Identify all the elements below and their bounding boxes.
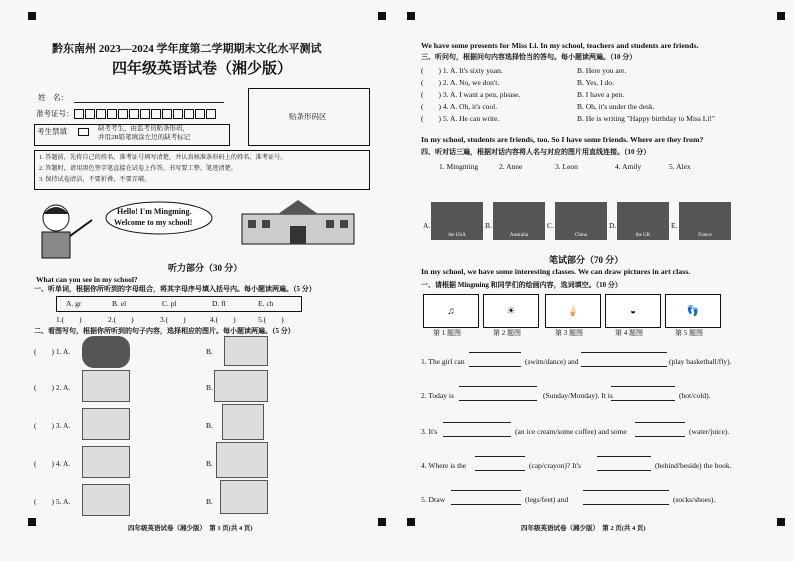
intro-text: In my school, we have some interesting classes. We can draw pictures in art class. bbox=[421, 267, 691, 276]
question-intro: What can you see in my school? bbox=[36, 275, 138, 284]
q4-heading: 四、听对话三遍，根据对话内容将人名与对应的图片用直线连接。（10 分） bbox=[421, 148, 651, 156]
q1-heading: 一、听单词，根据你所听到的字母组合，将其字母序号填入括号内。每小题读两遍。（5 分） bbox=[34, 285, 316, 293]
students-group-image bbox=[82, 446, 130, 478]
corner-mark bbox=[28, 518, 36, 526]
q5-picture-label: 第 1 题图 bbox=[433, 329, 461, 337]
q3-option-a[interactable]: ( ) 5. A. He can write. bbox=[421, 114, 500, 123]
answer-line[interactable] bbox=[583, 490, 669, 491]
answer-line[interactable] bbox=[451, 504, 521, 505]
q2-row-label[interactable]: ( ) 2. A. bbox=[34, 383, 71, 392]
q3-option-a[interactable]: ( ) 1. A. It's sixty yuan. bbox=[421, 66, 503, 75]
q3-option-b[interactable]: B. Here you are. bbox=[577, 66, 627, 75]
sentence-text: 1. The girl can bbox=[421, 357, 465, 366]
sentence-text: 3. It's bbox=[421, 427, 438, 436]
ticket-label: 准考证号： bbox=[36, 109, 74, 118]
sentence-text: 5. Draw bbox=[421, 495, 446, 504]
bubble-line-2: Welcome to my school! bbox=[114, 218, 193, 227]
q5-picture-label: 第 2 题图 bbox=[493, 329, 521, 337]
name-label: 姓 名： bbox=[38, 93, 68, 102]
q1-option: D. fl bbox=[212, 299, 226, 308]
page-two: We have some presents for Miss Li. In my school, teachers and students are friends. 三、听问句，根据问句内容选择恰当的答句。每小题读两遍。（10 分） ( ) 1. A. It's sixty yuan. B. Here you are. ( ) 2. A. No, we don't. B. Yes, I do. ( ) 3. A. I want a pen, please. B. I have a pen. ( ) 4. A. Oh, it's cool. B. Oh, it's under the desk. ( ) 5. A. He can write. B. He is writing "Happy birthday to Miss Li!" In my school, students are friends, too. So I have some friends. Where are they from? 四、听对话三遍，根据对话内容将人名与对应的图片用直线连接。（10 分） 1. Mingming 2. Anne 3. Leon 4. Amily 5. Alex A. the USA B. Australia C. China D. the UK E. France 笔试部分（70 分） In my school, we have some interesting classes. We can draw pictures in art class. 一、请根据 Mingming 和同学们的绘画内容，选词填空。（10 分） ♫ ☀ 🍦 ◒ 👣 第 1 题图 第 2 题图 第 3 题图 第 4 题图 第 5 题图 1. The girl can (swim/dance) and (play basketball/fly). 2. Today is (Sunday/Monday). It is (hot/cold). 3. It's (an ice cream/some coffee) and some (water/juice). 4. Where is the (cap/crayon)? It's (behind/beside) the book. 5. Draw (legs/feet) and (socks/shoes). 四年级英语试卷（湘少版） 第 2 页(共 4 页) bbox=[397, 0, 794, 561]
running-track-image bbox=[82, 336, 130, 368]
answer-line[interactable] bbox=[451, 490, 521, 491]
answer-line[interactable] bbox=[469, 352, 521, 353]
cake-party-image bbox=[82, 484, 130, 516]
sentence-text: 2. Today is bbox=[421, 391, 454, 400]
uk-landmark-image[interactable]: the UK bbox=[617, 202, 669, 240]
q3-option-a[interactable]: ( ) 4. A. Oh, it's cool. bbox=[421, 102, 498, 111]
corner-mark bbox=[407, 12, 415, 20]
q2-heading: 二、看图写句，根据你所听到的句子内容，选择相应的图片。每小题读两遍。（5 分） bbox=[34, 327, 295, 335]
usa-landmark-image[interactable]: the USA bbox=[431, 202, 483, 240]
answer-line[interactable] bbox=[581, 352, 667, 353]
q5-picture-label: 第 4 题图 bbox=[615, 329, 643, 337]
corner-mark bbox=[777, 12, 785, 20]
corner-mark bbox=[378, 12, 386, 20]
answer-line[interactable] bbox=[459, 386, 537, 387]
written-section-title: 笔试部分（70 分） bbox=[549, 255, 624, 265]
intro-text: In my school, students are friends, too. So I have some friends. Where are they from? bbox=[421, 135, 704, 144]
q2-row-label[interactable]: ( ) 3. A. bbox=[34, 421, 71, 430]
q1-option: C. pl bbox=[162, 299, 177, 308]
q3-option-a[interactable]: ( ) 3. A. I want a pen, please. bbox=[421, 90, 521, 99]
q1-answer-blank[interactable]: 4.( ) bbox=[210, 315, 236, 324]
answer-line[interactable] bbox=[459, 400, 537, 401]
flowers-image bbox=[214, 370, 268, 402]
q1-answer-blank[interactable]: 1.( ) bbox=[56, 315, 82, 324]
page-footer: 四年级英语试卷（湘少版） 第 2 页(共 4 页) bbox=[521, 525, 646, 532]
answer-line[interactable] bbox=[475, 470, 525, 471]
corner-mark bbox=[28, 12, 36, 20]
q4-name[interactable]: 4. Amily bbox=[615, 162, 642, 171]
corner-mark bbox=[407, 518, 415, 526]
listening-section-title: 听力部分（30 分） bbox=[168, 263, 243, 273]
girl-at-desk-image bbox=[222, 404, 264, 440]
q5-picture-label: 第 3 题图 bbox=[555, 329, 583, 337]
barcode-area: 贴条形码区 bbox=[248, 88, 370, 146]
bubble-line-1: Hello! I'm Mingming. bbox=[117, 207, 192, 216]
classroom-image bbox=[216, 442, 268, 478]
q1-option: B. el bbox=[112, 299, 127, 308]
q1-option: E. ch bbox=[258, 299, 274, 308]
answer-line[interactable] bbox=[635, 436, 685, 437]
answer-line[interactable] bbox=[597, 456, 651, 457]
answer-line[interactable] bbox=[475, 456, 525, 457]
exam-subtitle: 四年级英语试卷（湘少版） bbox=[112, 61, 293, 77]
answer-line[interactable] bbox=[597, 470, 651, 471]
answer-line[interactable] bbox=[635, 422, 685, 423]
page-one: 黔东南州 2023—2024 学年度第二学期期末文化水平测试 四年级英语试卷（湘少版） 姓 名： 准考证号： 贴条形码区 考生禁填 缺考考生，由监考员贴条形码， 并用2B铅笔填涂左边的缺考标记 1. 答题前，先将自己的姓名、准考证号填写清楚，并认真核准条形码上的姓名、准考证号。 2. 答题时，请用黑色签字笔直接在试卷上作答，书写要工整、笔迹清楚。 3. 保持试卷清洁，不要折叠、不要弄破。 Hello! I'm Mingming. Welcome to my school! 听力部分（30 分） What can you see in my school? 一、听单词，根据你所听到的字母组合，将其字母序号填入括号内。每小题读两遍。（5 分） A. gr B. el C. pl D. fl E. ch 1.( ) 2.( ) 3.( ) 4.( ) 5.( ) 二、看图写句，根据你所听到的句子内容，选择相应的图片。每小题读两遍。（5 分） ( ) 1. A. B. ( ) 2. A. B. ( ) 3. A. B. ( ) 4. A. B. ( ) 5. A. B. 四年级英语试卷（湘少版） 第 1 页(共 4 页) bbox=[0, 0, 397, 561]
page-footer: 四年级英语试卷（湘少版） 第 1 页(共 4 页) bbox=[128, 525, 253, 532]
q4-name[interactable]: 2. Anne bbox=[499, 162, 523, 171]
reading-children-image bbox=[82, 408, 130, 440]
name-field[interactable] bbox=[74, 102, 224, 103]
school-building-illustration bbox=[238, 196, 358, 246]
ticket-number-boxes[interactable] bbox=[74, 106, 217, 124]
answer-line[interactable] bbox=[581, 366, 667, 367]
exam-title: 黔东南州 2023—2024 学年度第二学期期末文化水平测试 bbox=[52, 43, 322, 55]
answer-line[interactable] bbox=[443, 436, 511, 437]
q3-option-b[interactable]: B. I have a pen. bbox=[577, 90, 625, 99]
q1-option: A. gr bbox=[66, 299, 82, 308]
q3-option-b[interactable]: B. Oh, it's under the desk. bbox=[577, 102, 655, 111]
q4-name[interactable]: 1. Mingming bbox=[439, 162, 479, 171]
absent-checkbox[interactable] bbox=[78, 128, 89, 136]
corner-mark bbox=[777, 518, 785, 526]
q2-row-label[interactable]: ( ) 1. A. bbox=[34, 347, 71, 356]
ice-cream-juice-icon: 🍦 bbox=[545, 294, 601, 328]
intro-text: We have some presents for Miss Li. In my school, teachers and students are friends. bbox=[421, 41, 699, 50]
q3-heading: 三、听问句，根据问句内容选择恰当的答句。每小题读两遍。（10 分） bbox=[421, 53, 637, 61]
birthday-banner-image bbox=[220, 480, 268, 514]
q2-row-label[interactable]: ( ) 4. A. bbox=[34, 459, 71, 468]
q3-option-a[interactable]: ( ) 2. A. No, we don't. bbox=[421, 78, 500, 87]
dancing-girl-icon: ♫ bbox=[423, 294, 479, 328]
q4-name[interactable]: 5. Alex bbox=[669, 162, 691, 171]
q1-answer-blank[interactable]: 2.( ) bbox=[108, 315, 134, 324]
answer-line[interactable] bbox=[469, 366, 521, 367]
planting-image bbox=[82, 370, 130, 402]
france-landmark-image[interactable]: France bbox=[679, 202, 731, 240]
q2-row-label[interactable]: ( ) 5. A. bbox=[34, 497, 71, 506]
answer-line[interactable] bbox=[583, 504, 669, 505]
q3-option-b[interactable]: B. He is writing "Happy birthday to Miss Li!" bbox=[577, 114, 715, 123]
answer-line[interactable] bbox=[611, 386, 675, 387]
answer-line[interactable] bbox=[611, 400, 675, 401]
calendar-sun-icon: ☀ bbox=[483, 294, 539, 328]
corner-mark bbox=[378, 518, 386, 526]
exam-ban-label: 考生禁填 bbox=[37, 127, 67, 136]
cap-and-book-icon: ◒ bbox=[605, 294, 661, 328]
q1-answer-blank[interactable]: 3.( ) bbox=[160, 315, 186, 324]
q5-picture-label: 第 5 题图 bbox=[675, 329, 703, 337]
answer-line[interactable] bbox=[443, 422, 511, 423]
q1-answer-blank[interactable]: 5.( ) bbox=[258, 315, 284, 324]
feet-and-socks-icon: 👣 bbox=[665, 294, 721, 328]
q3-option-b[interactable]: B. Yes, I do. bbox=[577, 78, 614, 87]
notice-box: 1. 答题前，先将自己的姓名、准考证号填写清楚，并认真核准条形码上的姓名、准考证号。 2. 答题时，请用黑色签字笔直接在试卷上作答，书写要工整、笔迹清楚。 3. 保持试卷清洁，不要折叠、不要弄破。 bbox=[34, 150, 370, 190]
australia-landmark-image[interactable]: Australia bbox=[493, 202, 545, 240]
boat-image bbox=[224, 336, 268, 366]
sentence-text: 4. Where is the bbox=[421, 461, 467, 470]
china-landmark-image[interactable]: China bbox=[555, 202, 607, 240]
q4-name[interactable]: 3. Leon bbox=[555, 162, 578, 171]
boy-illustration bbox=[34, 202, 104, 264]
q5-heading: 一、请根据 Mingming 和同学们的绘画内容，选词填空。（10 分） bbox=[421, 281, 622, 289]
